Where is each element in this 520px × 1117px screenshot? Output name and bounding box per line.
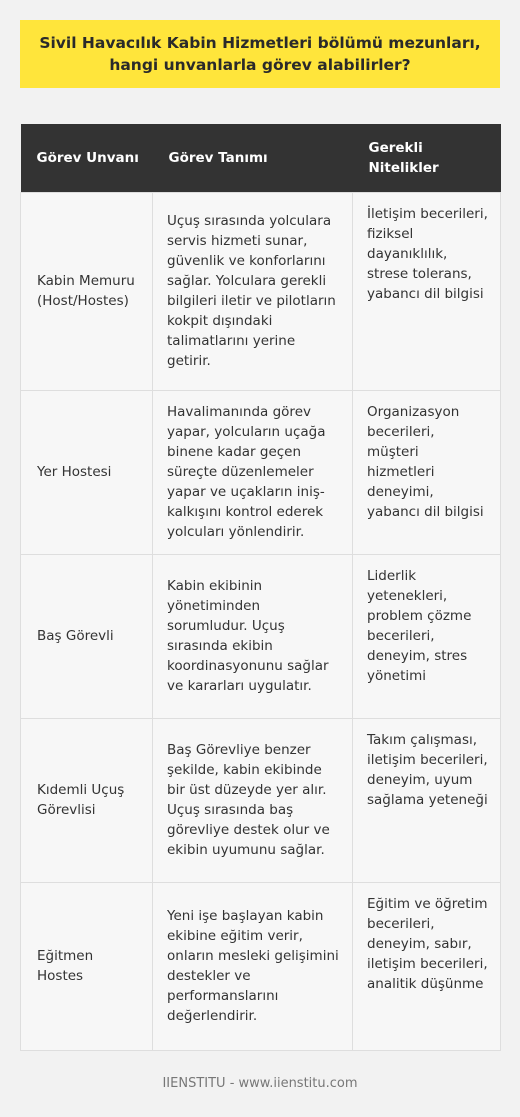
header-description: Görev Tanımı <box>153 124 353 192</box>
header-role: Görev Unvanı <box>21 124 153 192</box>
table-row <box>21 192 501 390</box>
role-cell: Kıdemli Uçuş Görevlisi <box>21 718 153 882</box>
description-cell: Uçuş sırasında yolculara servis hizmeti sunar, güvenlik ve konforlarını sağlar. Yolculara gerekli bilgileri iletir ve pilotların kokpit dışındaki talimatlarını yerine getirir. <box>153 192 353 390</box>
role-cell: Baş Görevli <box>21 554 153 718</box>
description-cell: Yeni işe başlayan kabin ekibine eğitim verir, onların mesleki gelişimini destekler ve performanslarını değerlendirir. <box>153 882 353 1050</box>
table-row <box>21 390 501 554</box>
header-requirements: Gerekli Nitelikler <box>353 124 501 192</box>
description-cell: Kabin ekibinin yönetiminden sorumludur. Uçuş sırasında ekibin koordinasyonunu sağlar ve kararları uygulatır. <box>153 554 353 718</box>
requirements-cell: Eğitim ve öğretim becerileri, deneyim, sabır, iletişim becerileri, analitik düşünme <box>353 882 501 1050</box>
requirements-cell: İletişim becerileri, fiziksel dayanıklılık, strese tolerans, yabancı dil bilgisi <box>353 192 501 390</box>
requirements-cell: Liderlik yetenekleri, problem çözme becerileri, deneyim, stres yönetimi <box>353 554 501 718</box>
requirements-cell: Organizasyon becerileri, müşteri hizmetleri deneyimi, yabancı dil bilgisi <box>353 390 501 554</box>
role-cell: Kabin Memuru (Host/Hostes) <box>21 192 153 390</box>
table-row <box>21 882 501 1050</box>
table-row <box>21 554 501 718</box>
role-cell: Yer Hostesi <box>21 390 153 554</box>
role-cell: Eğitmen Hostes <box>21 882 153 1050</box>
table-row <box>21 718 501 882</box>
description-cell: Havalimanında görev yapar, yolcuların uçağa binene kadar geçen süreçte düzenlemeler yapar ve uçakların iniş-kalkışını kontrol ederek yolcuları yönlendirir. <box>153 390 353 554</box>
requirements-cell: Takım çalışması, iletişim becerileri, deneyim, uyum sağlama yeteneği <box>353 718 501 882</box>
footer-credit: IIENSTITU - www.iienstitu.com <box>162 1076 358 1091</box>
table-header <box>21 124 501 192</box>
description-cell: Baş Görevliye benzer şekilde, kabin ekibinde bir üst düzeyde yer alır. Uçuş sırasında baş görevliye destek olur ve ekibin uyumunu sağlar. <box>153 718 353 882</box>
roles-table <box>20 124 501 1051</box>
page-title: Sivil Havacılık Kabin Hizmetleri bölümü mezunları, hangi unvanlarla görev alabilirler? <box>39 34 481 74</box>
title-banner <box>20 20 500 88</box>
